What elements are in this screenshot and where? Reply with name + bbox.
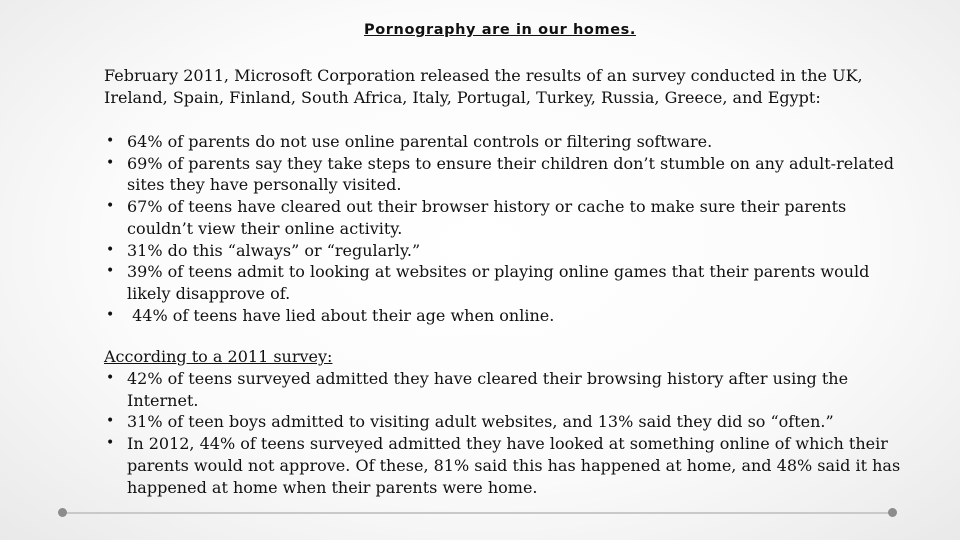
bullet-icon: • bbox=[106, 435, 115, 452]
bullet-icon: • bbox=[106, 133, 115, 149]
connector-endpoint-left bbox=[58, 508, 67, 517]
list-item bbox=[104, 131, 904, 153]
microsoft-findings-list bbox=[104, 131, 904, 326]
list-item-text: 67% of teens have cleared out their browser history or cache to make sure their parents couldn’t view their online activity. bbox=[127, 197, 847, 238]
slide-title: Pornography are in our homes. bbox=[364, 22, 636, 38]
connector-endpoint-right bbox=[888, 508, 897, 517]
list-item-text: 69% of parents say they take steps to ensure their children don’t stumble on any adult-related sites they have personally visited. bbox=[127, 153, 894, 195]
bullet-icon: • bbox=[106, 306, 115, 323]
decorative-connector-line bbox=[62, 512, 894, 514]
list-item bbox=[104, 305, 904, 327]
list-item-text: 31% do this “always” or “regularly.” bbox=[127, 240, 421, 260]
survey-subheading: According to a 2011 survey: bbox=[104, 347, 333, 366]
bullet-icon: • bbox=[106, 370, 115, 386]
list-item-text: 64% of parents do not use online parental controls or filtering software. bbox=[127, 132, 713, 151]
bullet-icon: • bbox=[106, 198, 115, 215]
list-item-text: 39% of teens admit to looking at websites or playing online games that their parents would likely disapprove of. bbox=[127, 262, 870, 303]
list-item bbox=[104, 196, 904, 239]
list-item bbox=[104, 240, 904, 262]
list-item-text: 44% of teens have lied about their age when online. bbox=[127, 305, 555, 325]
list-item bbox=[104, 411, 904, 433]
bullet-icon: • bbox=[106, 154, 115, 171]
list-item bbox=[104, 368, 904, 411]
bullet-icon: • bbox=[106, 413, 115, 430]
list-item bbox=[104, 433, 904, 498]
list-item-text: 42% of teens surveyed admitted they have cleared their browsing history after using the Internet. bbox=[127, 369, 849, 410]
bullet-icon: • bbox=[106, 241, 115, 258]
list-item-text: 31% of teen boys admitted to visiting adult websites, and 13% said they did so “often.” bbox=[127, 412, 834, 432]
list-item bbox=[104, 261, 904, 304]
list-item-text: In 2012, 44% of teens surveyed admitted they have looked at something online of which their parents would not approve. Of these, 81% said this has happened at home, and 48% said it has happened at home when their parents were home. bbox=[127, 434, 901, 497]
intro-paragraph: February 2011, Microsoft Corporation released the results of an survey conducted in the UK, Ireland, Spain, Finland, South Africa, Italy, Portugal, Turkey, Russia, Greece, and Egypt: bbox=[104, 66, 863, 107]
survey-findings-list bbox=[104, 368, 904, 498]
bullet-icon: • bbox=[106, 263, 115, 280]
list-item bbox=[104, 153, 904, 196]
